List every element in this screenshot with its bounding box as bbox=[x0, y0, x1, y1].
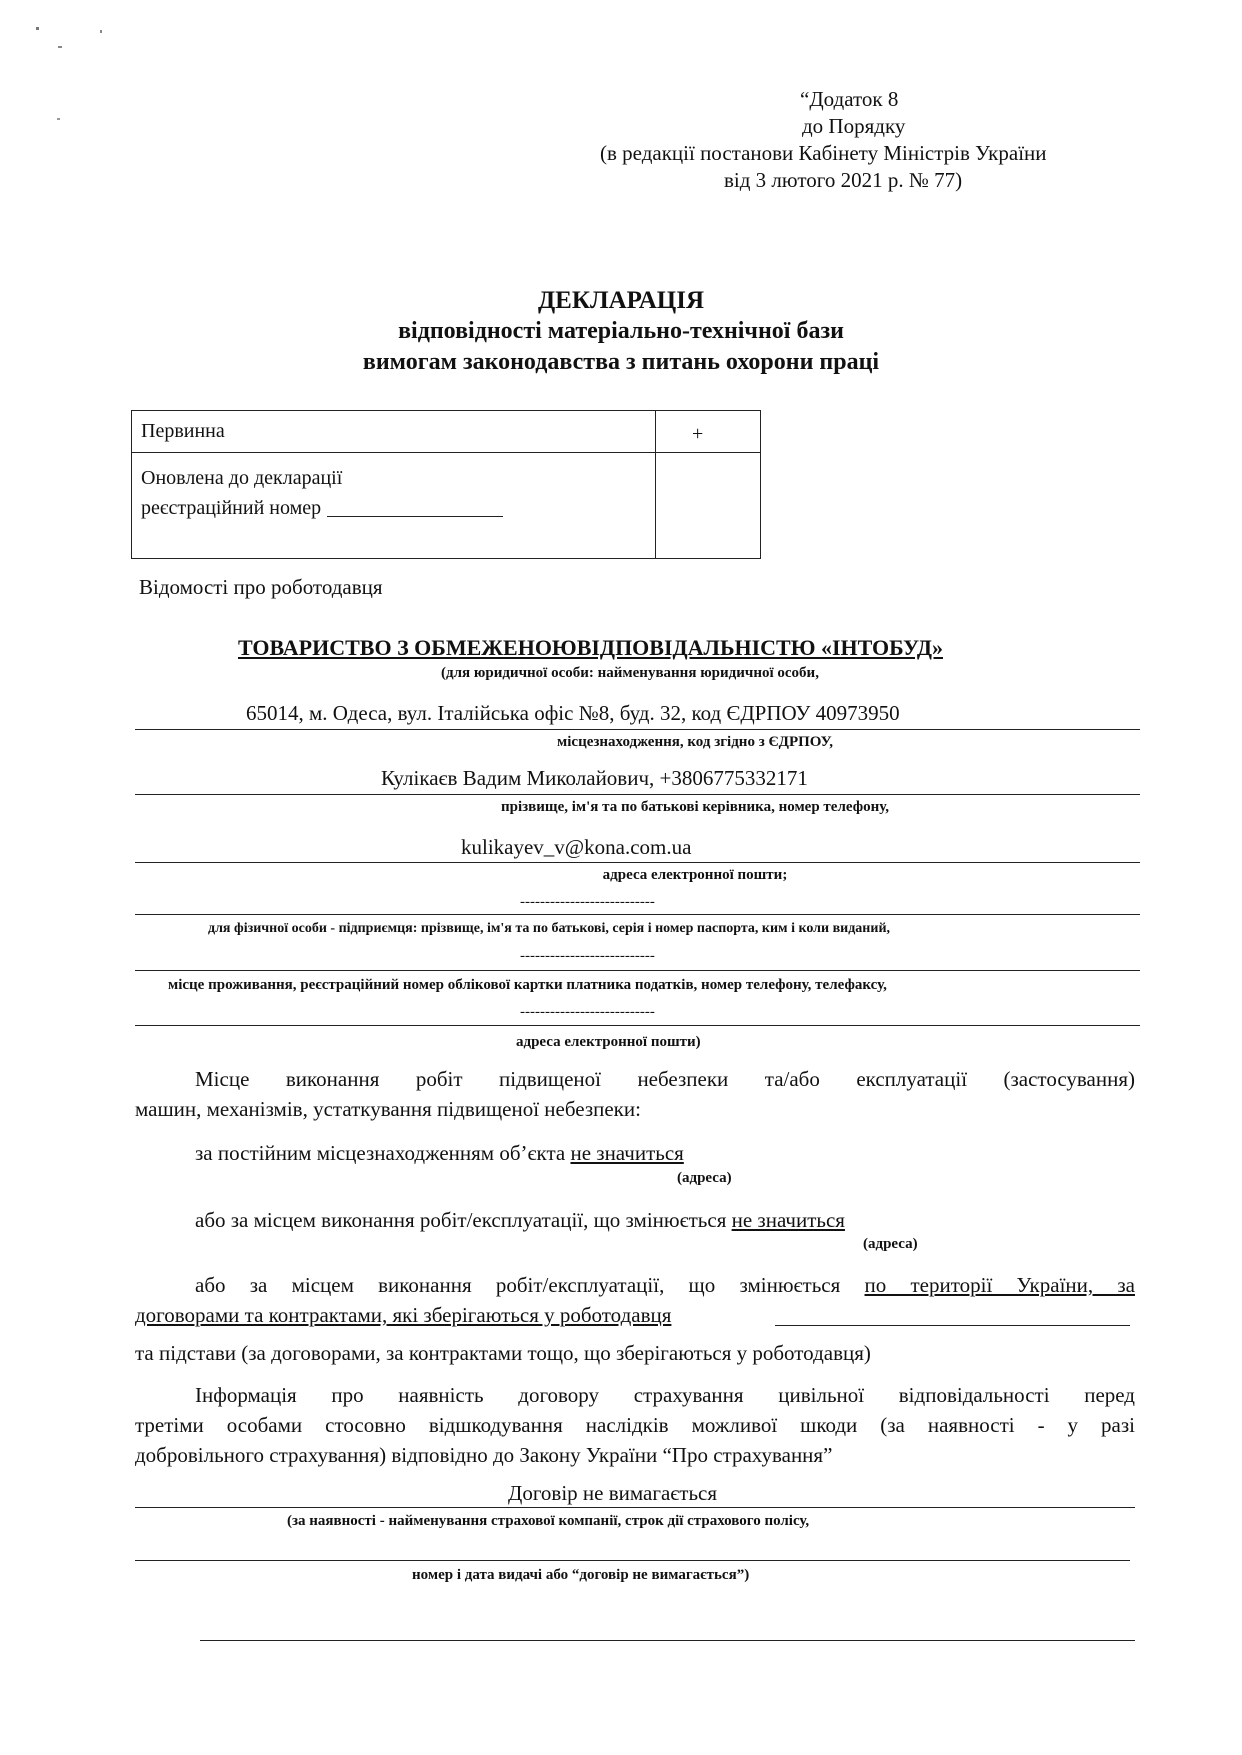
permanent-location-value: не значиться bbox=[570, 1141, 684, 1165]
document-title bbox=[0, 286, 1242, 378]
grounds-text: та підстави (за договорами, за контрактами тощо, що зберігаються у роботодавця) bbox=[135, 1341, 871, 1365]
updated-label-line-2: реєстраційний номер bbox=[141, 493, 503, 523]
title-line-2: відповідності матеріально-технічної бази bbox=[398, 318, 844, 344]
declaration-type-table bbox=[131, 410, 761, 559]
individual-caption: для фізичної особи - підприємця: прізвище, ім'я та по батькові, серія і номер паспорта, ким і коли виданий, bbox=[208, 921, 891, 936]
insurance-rule-2 bbox=[135, 1560, 1130, 1561]
employer-section-label: Відомості про роботодавця bbox=[139, 575, 383, 599]
scan-speck bbox=[36, 27, 39, 30]
email-value: kulikayev_v@kona.com.ua bbox=[461, 835, 692, 859]
residence-rule bbox=[135, 970, 1140, 971]
individual-rule bbox=[135, 914, 1140, 915]
insurance-caption-1: (за наявності - найменування страхової компанії, строк дії страхового полісу, bbox=[287, 1513, 810, 1529]
annex-line-4: від 3 лютого 2021 р. № 77) bbox=[724, 168, 963, 192]
title-main: ДЕКЛАРАЦІЯ bbox=[537, 287, 705, 314]
company-caption: (для юридичної особи: найменування юридичної особи, bbox=[441, 665, 819, 681]
changing-location-caption: (адреса) bbox=[863, 1236, 918, 1252]
scan-speck bbox=[57, 118, 60, 120]
email2-rule bbox=[135, 1025, 1140, 1026]
scan-speck bbox=[100, 30, 102, 33]
title-line-3: вимогам законодавства з питань охорони праці bbox=[362, 349, 880, 375]
insurance-text bbox=[135, 1380, 1135, 1470]
changing-location-2-label: або за місцем виконання робіт/експлуатації, що змінюється bbox=[195, 1273, 841, 1297]
insurance-line-2: третіми особами стосовно відшкодування наслідків можливої шкоди (за наявності - у разі bbox=[135, 1413, 1135, 1437]
permanent-location-caption: (адреса) bbox=[677, 1170, 732, 1186]
annex-line-1: “Додаток 8 bbox=[800, 87, 899, 111]
changing-location-2-rule bbox=[775, 1325, 1130, 1326]
director-rule bbox=[135, 794, 1140, 795]
changing-location-value: не значиться bbox=[731, 1208, 845, 1232]
works-intro-line-1: Місце виконання робіт підвищеної небезпеки та/або експлуатації (застосування) bbox=[195, 1067, 1135, 1091]
scan-speck bbox=[58, 46, 62, 48]
primary-label: Первинна bbox=[141, 420, 225, 442]
address-caption: місцезнаходження, код згідно з ЄДРПОУ, bbox=[557, 734, 833, 750]
annex-header bbox=[600, 86, 1160, 194]
address-rule bbox=[135, 729, 1140, 730]
insurance-line-3: добровільного страхування) відповідно до Закону України “Про страхування” bbox=[135, 1443, 833, 1467]
permanent-location bbox=[195, 1140, 684, 1166]
email-caption-2: адреса електронної пошти) bbox=[516, 1034, 701, 1050]
bottom-rule bbox=[200, 1640, 1135, 1641]
dash-placeholder-1: --------------------------- bbox=[520, 894, 655, 910]
annex-line-3: (в редакції постанови Кабінету Міністрів України bbox=[600, 141, 1047, 165]
primary-mark: + bbox=[692, 423, 704, 445]
dash-placeholder-3: --------------------------- bbox=[520, 1004, 655, 1020]
insurance-line-1: Інформація про наявність договору страхування цивільної відповідальності перед bbox=[195, 1383, 1135, 1407]
insurance-caption-2: номер і дата видачі або “договір не вимагається”) bbox=[412, 1567, 750, 1583]
changing-location-2-value-1: по території України, за bbox=[864, 1273, 1135, 1297]
annex-line-2: до Порядку bbox=[802, 114, 906, 138]
address-value: 65014, м. Одеса, вул. Італійська офіс №8, буд. 32, код ЄДРПОУ 40973950 bbox=[246, 701, 900, 725]
company-name: ТОВАРИСТВО З ОБМЕЖЕНОЮВІДПОВІДАЛЬНІСТЮ «ІНТОБУД» bbox=[238, 635, 943, 660]
dash-placeholder-2: --------------------------- bbox=[520, 948, 655, 964]
residence-caption: місце проживання, реєстраційний номер облікової картки платника податків, номер телефону, телефаксу, bbox=[168, 977, 887, 993]
updated-label bbox=[141, 463, 503, 523]
changing-location-label: або за місцем виконання робіт/експлуатації, що змінюється bbox=[195, 1208, 727, 1232]
registration-number-blank bbox=[327, 496, 503, 517]
works-intro bbox=[135, 1064, 1135, 1124]
table-row-primary bbox=[132, 411, 760, 453]
changing-location bbox=[195, 1207, 845, 1233]
table-divider bbox=[655, 411, 656, 558]
updated-label-line-1: Оновлена до декларації bbox=[141, 467, 343, 489]
changing-location-2-line-1 bbox=[135, 1270, 1135, 1300]
email-caption: адреса електронної пошти; bbox=[602, 867, 788, 883]
insurance-value: Договір не вимагається bbox=[508, 1481, 718, 1505]
director-caption: прізвище, ім'я та по батькові керівника, номер телефону, bbox=[501, 799, 889, 815]
changing-location-2 bbox=[135, 1270, 1135, 1330]
director-value: Кулікаєв Вадим Миколайович, +3806775332171 bbox=[381, 766, 808, 790]
works-intro-line-2: машин, механізмів, устаткування підвищеної небезпеки: bbox=[135, 1097, 641, 1121]
insurance-rule-1 bbox=[135, 1507, 1135, 1508]
permanent-location-label: за постійним місцезнаходженням об’єкта bbox=[195, 1141, 566, 1165]
changing-location-2-value-2: договорами та контрактами, які зберігаються у роботодавця bbox=[135, 1303, 672, 1327]
email-rule bbox=[135, 862, 1140, 863]
